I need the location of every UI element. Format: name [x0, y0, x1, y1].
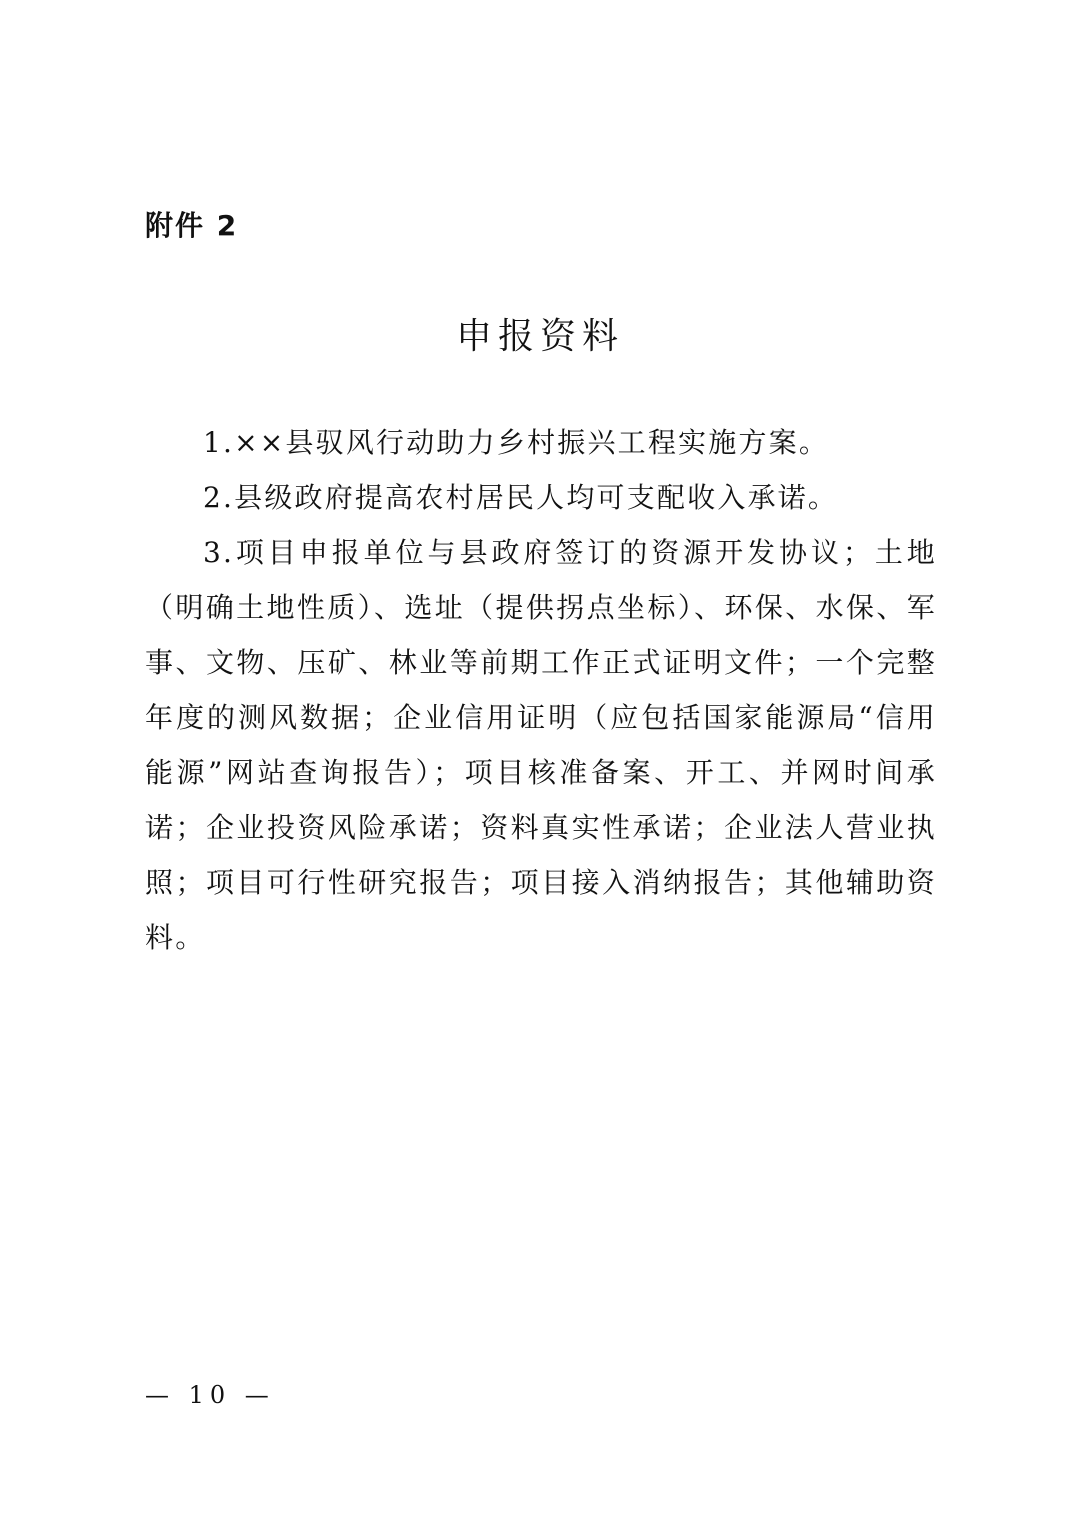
list-item-3: 3.项目申报单位与县政府签订的资源开发协议；土地（明确土地性质）、选址（提供拐点坐标）、环保、水保、军事、文物、压矿、林业等前期工作正式证明文件；一个完整年度的测风数据；企业信用证明（应包括国家能源局“信用能源”网站查询报告）；项目核准备案、开工、并网时间承诺；企业投资风险承诺；资料真实性承诺；企业法人营业执照；项目可行性研究报告；项目接入消纳报告；其他辅助资料。: [145, 536, 937, 954]
document-body: [145, 415, 937, 965]
document-title: 申报资料: [455, 316, 624, 357]
list-item-1: 1.××县驭风行动助力乡村振兴工程实施方案。: [203, 426, 830, 459]
page-number: — 10 —: [145, 1381, 275, 1409]
attachment-label: 附件 2: [145, 209, 239, 242]
list-item-2: 2.县级政府提高农村居民人均可支配收入承诺。: [203, 481, 839, 514]
